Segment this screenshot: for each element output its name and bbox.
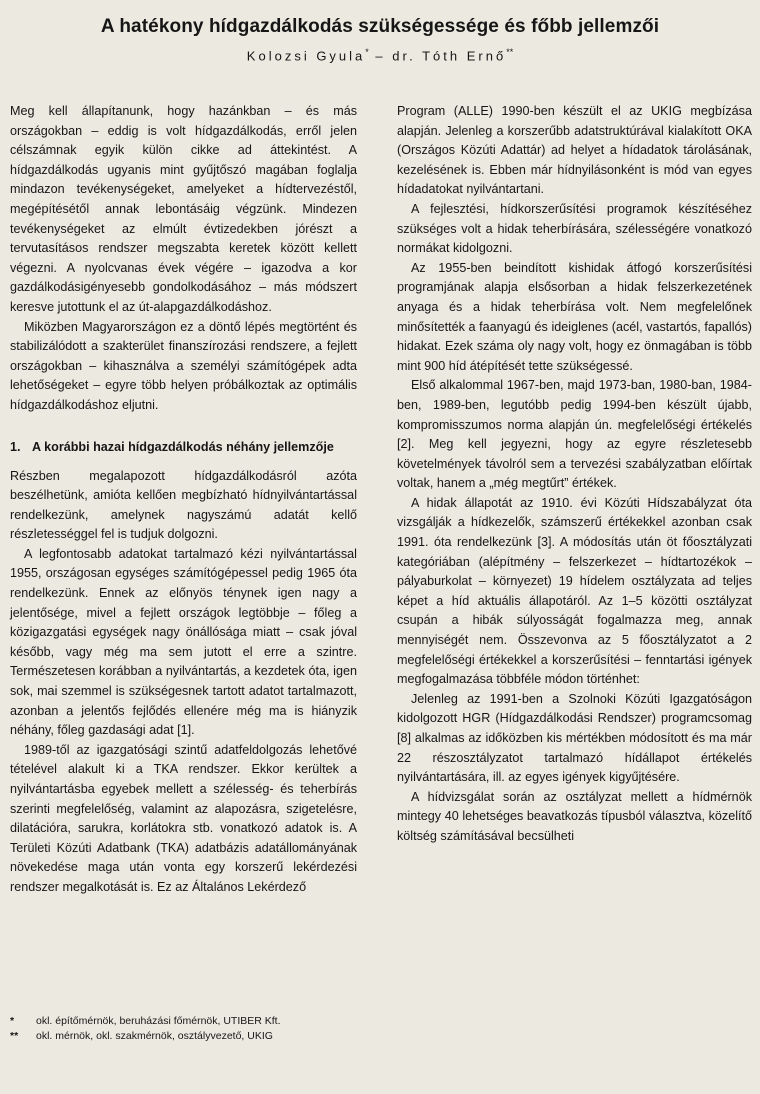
- paragraph: Az 1955-ben beindított kishidak átfogó korszerűsítési programjának alapja elsősorban a hidak felszerkezetének anyaga és a hidak teherbírása volt. Nem megfelelőnek minősítették a faanyagú és ideiglenes (acél, vastartós, fapallós) hidakat. Ezek száma oly nagy volt, hogy ez önmagában is több mint 900 híd átépítését tette szükségessé.: [397, 260, 752, 373]
- author-1-mark: *: [365, 47, 369, 57]
- paragraph: A hídvizsgálat során az osztályzat mellett a hídmérnök mintegy 40 lehetséges beavatkozás típusból választva, közelítő költség számításával becsülheti: [397, 789, 752, 843]
- paragraph: A fejlesztési, hídkorszerűsítési programok készítéséhez szükséges volt a hidak teherbírására, szélességére vonatkozó normákat kidolgozni.: [397, 201, 752, 256]
- footnote-mark: *: [10, 1015, 15, 1027]
- section-title: A korábbi hazai hídgazdálkodás néhány jellemzője: [32, 439, 334, 454]
- paragraph: A hidak állapotát az 1910. évi Közúti Hídszabályzat óta vizsgálják a hídkezelők, számszerű értékekkel azonban csak 1991. óta rendelkezünk [3]. A módosítás után öt főosztályzati kategóriában (alépítmény – felszerkezet – hídtartozékok – pályaburkolat – környezet) 19 hídelem osztályzata ad teljes képet a híd aktuális állapotáról. Az 1–5 közötti osztályzat csupán a hibák súlyosságát fogalmazza meg, annak mennyiségét nem. Összevonva az 5 főosztályzatot a 2 megfelelőségi értékekkel a korszerűsítési – fenntartási igények megfogalmazása többféle módon történhet:: [397, 495, 752, 687]
- author-line: [0, 47, 760, 63]
- footnote: [10, 1029, 370, 1044]
- paragraph: Első alkalommal 1967-ben, majd 1973-ban, 1980-ban, 1984-ben, 1989-ben, legutóbb pedig 1994-ben készült újabb, kompromisszumos norma alapján ún. megfelelőségi értékelés [2]. Meg kell jegyezni, hogy az egyre részletesebb követelmények távolról sem a tervezési szabályzatban előírtak voltak, hanem a „még megtűrt” értékek.: [397, 378, 752, 491]
- footnote-mark: **: [10, 1030, 19, 1042]
- article-title: A hatékony hídgazdálkodás szükségessége és főbb jellemzői: [100, 16, 660, 37]
- footnote-text: okl. építőmérnök, beruházási főmérnök, UTIBER Kft.: [36, 1015, 281, 1027]
- paragraph: 1989-től az igazgatósági szintű adatfeldolgozás lehetővé tételével alakult ki a TKA rendszer. Ekkor kerültek a nyilvántartásba egyebek mellett a szélesség- és teherbírás szerinti megfelelőség, valamint az alapozásra, szigetelésre, dilatációra, sarukra, korlátokra stb. vonatkozó adatok is. A Területi Közúti Adatbank (TKA) adatbázis adatállományának növekedése maga után vonta egy korszerű lekérdezési rendszer megalkotását is. Ez az Általános Lekérdező: [10, 742, 357, 894]
- paragraph: Részben megalapozott hídgazdálkodásról azóta beszélhetünk, amióta kellően megbízható hídnyilvántartással rendelkezünk, amelynek nagyszámú adatát kellő részletességgel fel is tudjuk dolgozni.: [10, 468, 357, 542]
- author-1: Kolozsi Gyula: [246, 48, 366, 64]
- right-column: [397, 102, 752, 847]
- author-2-mark: **: [506, 47, 514, 57]
- footnote-text: okl. mérnök, okl. szakmérnök, osztályvezető, UKIG: [36, 1030, 273, 1042]
- left-column: [10, 102, 357, 898]
- paragraph: Meg kell állapítanunk, hogy hazánkban – és más országokban – eddig is volt hídgazdálkodás, erről jelen célszámnak egyik külön cikke ad áttekintést. A hídgazdálkodás ugyanis mint gyűjtőszó magában foglalja mindazon tevékenységeket, amelyeket a hídtervezéstől, megépítésétől annak lebontásáig végzünk. Mindezen tevékenységeket az elmúlt évtizedekben jórészt a tervutasításos rendszer megszabta keretek között kellett végezni. A nyolcvanas évek végére – igazodva a kor gazdálkodásigényesebb gondolkodásához – más módszert keresve jutottunk el az út-alapgazdálkodáshoz.: [10, 104, 357, 314]
- paragraph: Program (ALLE) 1990-ben készült el az UKIG megbízása alapján. Jelenleg a korszerűbb adatstruktúrával kialakított OKA (Országos Közúti Adattár) ad helyet a hídadatok tárolásának, kezelésének is. Ebben már hídnyilásonként is mód van egyes hídadatokat nyilvántartani.: [397, 104, 752, 197]
- footnotes: [10, 1014, 370, 1044]
- section-number: 1.: [10, 439, 21, 454]
- paragraph: Jelenleg az 1991-ben a Szolnoki Közúti Igazgatóságon kidolgozott HGR (Hídgazdálkodási Rendszer) programcsomag [8] alkalmas az időközben kis mértékben módosított és ma már 22 részosztályzatot tartalmazó hídállapot értékelés nyilvántartására, ill. az egyes igények kigyűjtésére.: [397, 691, 752, 785]
- author-separator: –: [368, 48, 393, 64]
- paragraph: Miközben Magyarországon ez a döntő lépés megtörtént és stabilizálódott a szakterület finanszírozási rendszere, a fejlett országokban – kihasználva a személyi számítógépek adta lehetőségeket – egyre több helyen próbálkoztak az optimális hídgazdálkodáshoz eljutni.: [10, 319, 357, 412]
- footnote: [10, 1014, 370, 1029]
- paragraph: A legfontosabb adatokat tartalmazó kézi nyilvántartással 1955, országosan egységes számítógépessel pedig 1965 óta rendelkezünk. Ennek az előnyös ténynek igen nagy a jelentősége, mivel a fejlett országok legtöbbje – főleg a közigazgatási egységek nagy önállósága miatt – csak jóval később, vagy még ma sem jutott el erre a szintre. Természetesen korábban a nyilvántartás, a kezdetek óta, igen sok, mai szemmel is szükségesnek tartott adatot tartalmazott, azonban a jelentős fejlődés ellenére még ma is hiányzik néhány, főleg gazdasági adat [1].: [10, 546, 357, 738]
- section-heading: [10, 438, 357, 457]
- author-2: dr. Tóth Ernő: [392, 48, 507, 64]
